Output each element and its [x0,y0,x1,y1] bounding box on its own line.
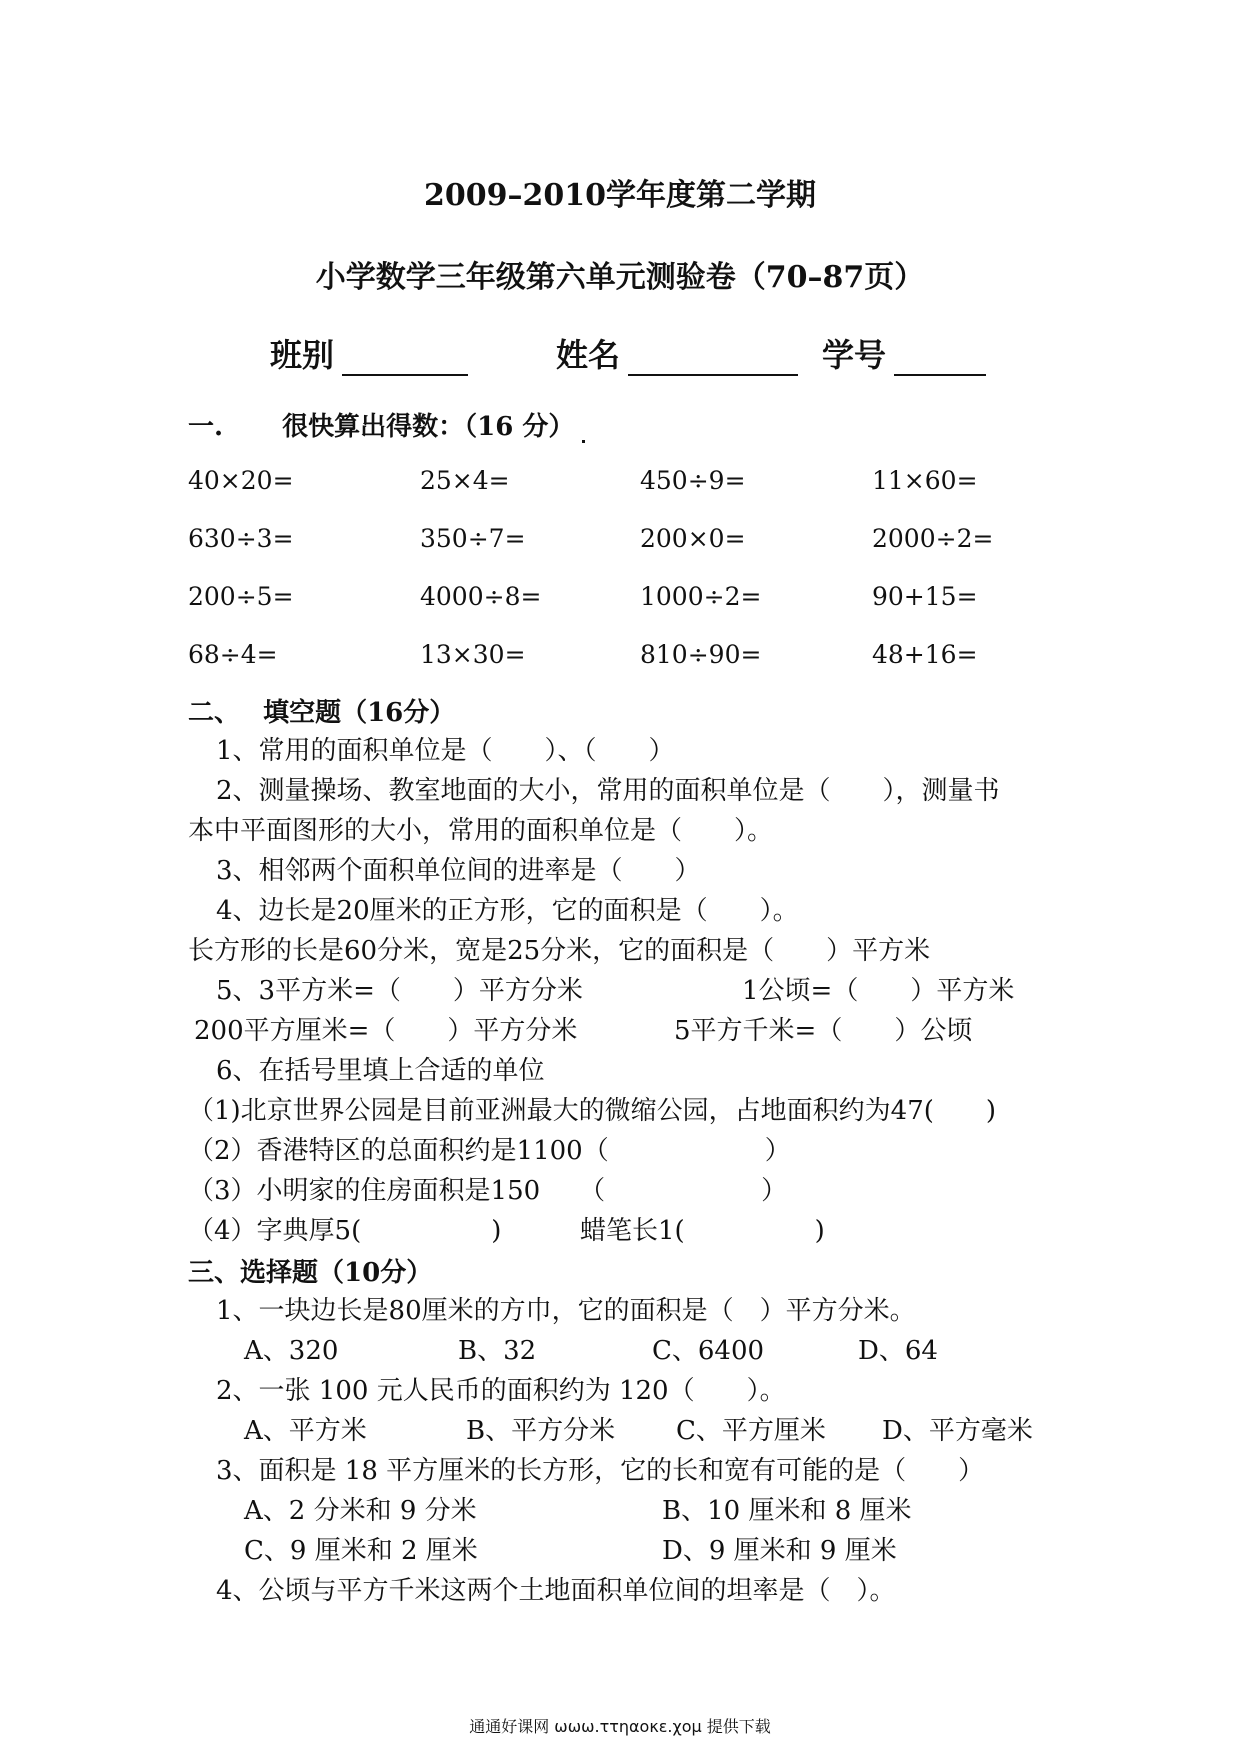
class-field [270,330,468,376]
section-2-number: 二、 [188,698,241,728]
fill-line: 蜡笔长1( ) [580,1216,825,1246]
section-1-heading [188,406,585,443]
calc-item: 200÷5= [188,582,294,611]
section-3-number: 三、 [188,1258,241,1288]
calc-item: 90+15= [872,582,978,611]
calc-item: 40×20= [188,466,294,495]
download-footer: 通通好课网 ωωω.ττηαοκε.χομ 提供下载 [469,1717,771,1736]
calc-item: 4000÷8= [420,582,542,611]
fill-line: 4、边长是20厘米的正方形，它的面积是（ ）。 [216,896,799,926]
fill-line: 长方形的长是60分米，宽是25分米，它的面积是（ ）平方米 [188,936,931,966]
calc-item: 48+16= [872,640,978,669]
fill-line: 2、测量操场、教室地面的大小，常用的面积单位是（ ），测量书 [216,776,1000,806]
choice-option: C、平方厘米 [676,1416,826,1446]
calc-item: 630÷3= [188,524,294,553]
calc-item: 1000÷2= [640,582,762,611]
calc-item: 810÷90= [640,640,762,669]
fill-line: 3、相邻两个面积单位间的进率是（ ） [216,856,701,886]
choice-option: A、平方米 [244,1416,367,1446]
stray-dot [582,440,585,443]
student-id-blank[interactable] [894,344,986,376]
class-label: 班别 [270,336,335,374]
section-1-number: 一. [188,412,224,442]
calc-item: 13×30= [420,640,526,669]
choice-option: B、10 厘米和 8 厘米 [662,1496,912,1526]
choice-option: C、9 厘米和 2 厘米 [244,1536,478,1566]
calc-item: 11×60= [872,466,978,495]
fill-line: 1、常用的面积单位是（ ）、（ ） [216,736,675,766]
choice-question: 1、一块边长是80厘米的方巾，它的面积是（ ）平方分米。 [216,1296,916,1326]
calc-item: 200×0= [640,524,746,553]
fill-line: 5平方千米=（ ）公顷 [674,1016,973,1046]
fill-line: （1)北京世界公园是目前亚洲最大的微缩公园，占地面积约为47( ) [188,1096,997,1126]
student-id-label: 学号 [822,336,887,374]
class-blank[interactable] [342,344,468,376]
choice-question: 3、面积是 18 平方厘米的长方形，它的长和宽有可能的是（ ） [216,1456,985,1486]
exam-title-unit: 小学数学三年级第六单元测验卷（70–87页） [315,260,925,295]
choice-option: D、平方毫米 [882,1416,1033,1446]
name-label: 姓名 [556,336,621,374]
section-2-title: 填空题（16分） [263,698,456,728]
fill-line: 5、3平方米=（ ）平方分米 [216,976,583,1006]
fill-line: （2）香港特区的总面积约是1100（ ） [188,1136,791,1166]
choice-question: 4、公顷与平方千米这两个土地面积单位间的坦率是（ ）。 [216,1576,896,1606]
section-3-title: 选择题（10分） [240,1258,433,1288]
choice-option: D、64 [858,1336,938,1366]
calc-item: 2000÷2= [872,524,994,553]
fill-line: 1公顷=（ ）平方米 [742,976,1015,1006]
section-3-heading [188,1252,432,1289]
choice-option: C、6400 [652,1336,765,1366]
calc-item: 350÷7= [420,524,526,553]
section-2-heading [188,692,455,729]
choice-option: A、320 [244,1336,339,1366]
choice-option: D、9 厘米和 9 厘米 [662,1536,897,1566]
calc-item: 68÷4= [188,640,278,669]
fill-line: 6、在括号里填上合适的单位 [216,1056,545,1086]
choice-option: A、2 分米和 9 分米 [244,1496,477,1526]
fill-line: （4）字典厚5( ) [188,1216,502,1246]
fill-line: 200平方厘米=（ ）平方分米 [194,1016,578,1046]
calc-item: 450÷9= [640,466,746,495]
student-id-field [822,330,986,376]
name-field [556,330,798,376]
exam-title-term: 2009–2010学年度第二学期 [424,178,816,213]
fill-line: （3）小明家的住房面积是150 （ ） [188,1176,788,1206]
fill-line: 本中平面图形的大小，常用的面积单位是（ ）。 [188,816,774,846]
section-1-title: 很快算出得数：（16 分） [282,412,575,442]
name-blank[interactable] [628,344,798,376]
choice-option: B、平方分米 [466,1416,616,1446]
choice-option: B、32 [458,1336,537,1366]
choice-question: 2、一张 100 元人民币的面积约为 120（ ）。 [216,1376,786,1406]
calc-item: 25×4= [420,466,510,495]
